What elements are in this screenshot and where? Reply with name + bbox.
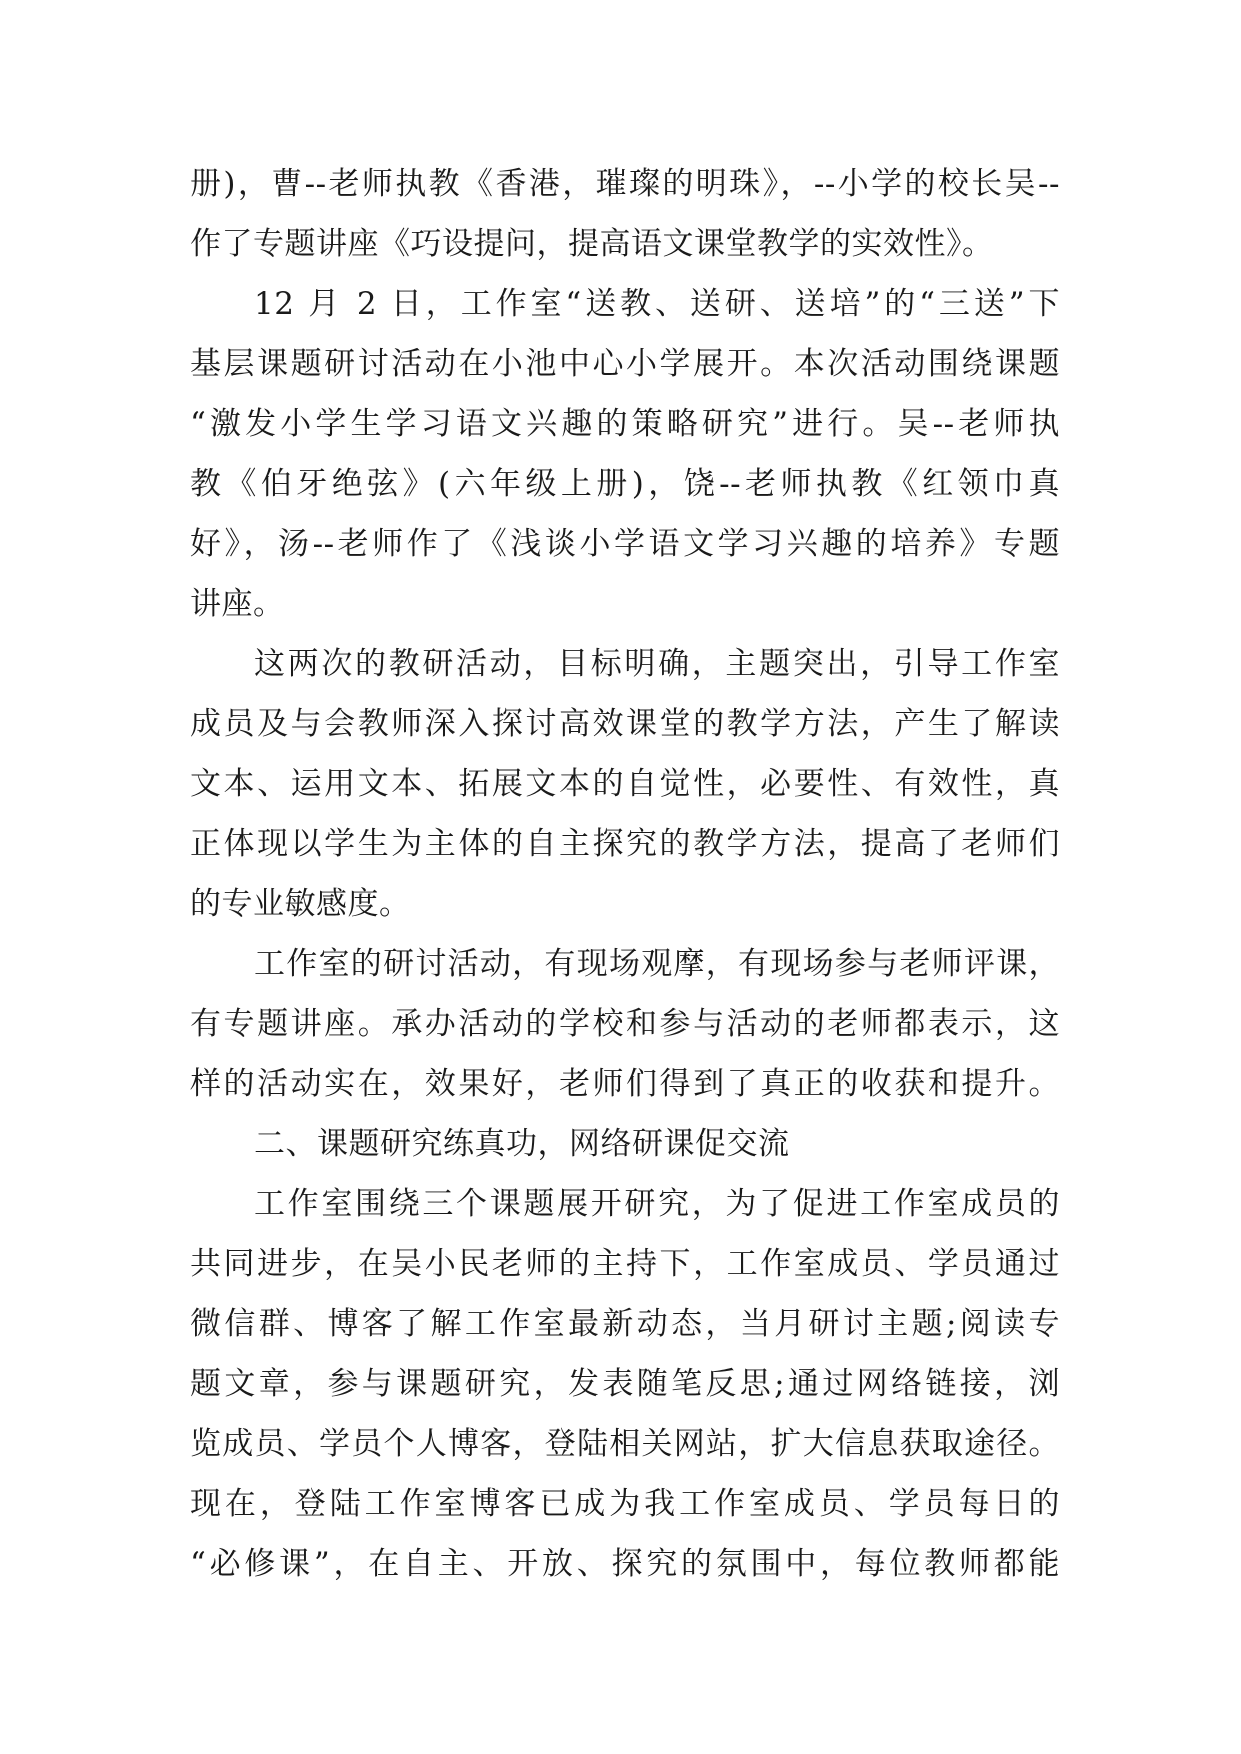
paragraph-first-line: 工作室围绕三个课题展开研究，为了促进工作室成员的 [254,1186,1060,1222]
text-line: 正体现以学生为主体的自主探究的教学方法，提高了老师们 [190,826,1060,862]
paragraph-first-line: 这两次的教研活动，目标明确，主题突出，引导工作室 [254,646,1060,682]
text-line: 讲座。 [190,586,285,622]
text-line: “必修课”，在自主、开放、探究的氛围中，每位教师都能 [190,1546,1060,1582]
text-line: 成员及与会教师深入探讨高效课堂的教学方法，产生了解读 [190,706,1060,742]
text-line: 作了专题讲座《巧设提问，提高语文课堂教学的实效性》。 [190,226,994,262]
text-line: 览成员、学员个人博客，登陆相关网站，扩大信息获取途径。 [190,1426,1060,1462]
paragraph-first-line: 工作室的研讨活动，有现场观摩，有现场参与老师评课， [254,946,1060,982]
text-line: 好》，汤--老师作了《浅谈小学语文学习兴趣的培养》专题 [190,526,1060,562]
text-line: 的专业敏感度。 [190,886,411,922]
text-line: 共同进步，在吴小民老师的主持下，工作室成员、学员通过 [190,1246,1060,1282]
paragraph-first-line: 12 月 2 日，工作室“送教、送研、送培”的“三送”下 [254,286,1060,322]
text-line: 有专题讲座。承办活动的学校和参与活动的老师都表示，这 [190,1006,1060,1042]
text-line: 教《伯牙绝弦》(六年级上册)，饶--老师执教《红领巾真 [190,466,1060,502]
text-line: 文本、运用文本、拓展文本的自觉性，必要性、有效性，真 [190,766,1060,802]
text-line: 题文章，参与课题研究，发表随笔反思;通过网络链接，浏 [190,1366,1060,1402]
section-heading: 二、课题研究练真功，网络研课促交流 [254,1126,790,1162]
text-line: “激发小学生学习语文兴趣的策略研究”进行。吴--老师执 [190,406,1060,442]
text-line: 微信群、博客了解工作室最新动态，当月研讨主题;阅读专 [190,1306,1060,1342]
document-body [190,154,1060,1594]
text-line: 基层课题研讨活动在小池中心小学展开。本次活动围绕课题 [190,346,1060,382]
text-line: 现在，登陆工作室博客已成为我工作室成员、学员每日的 [190,1486,1060,1522]
text-line: 册)，曹--老师执教《香港，璀璨的明珠》，--小学的校长吴-- [190,166,1060,202]
text-line: 样的活动实在，效果好，老师们得到了真正的收获和提升。 [190,1066,1060,1102]
